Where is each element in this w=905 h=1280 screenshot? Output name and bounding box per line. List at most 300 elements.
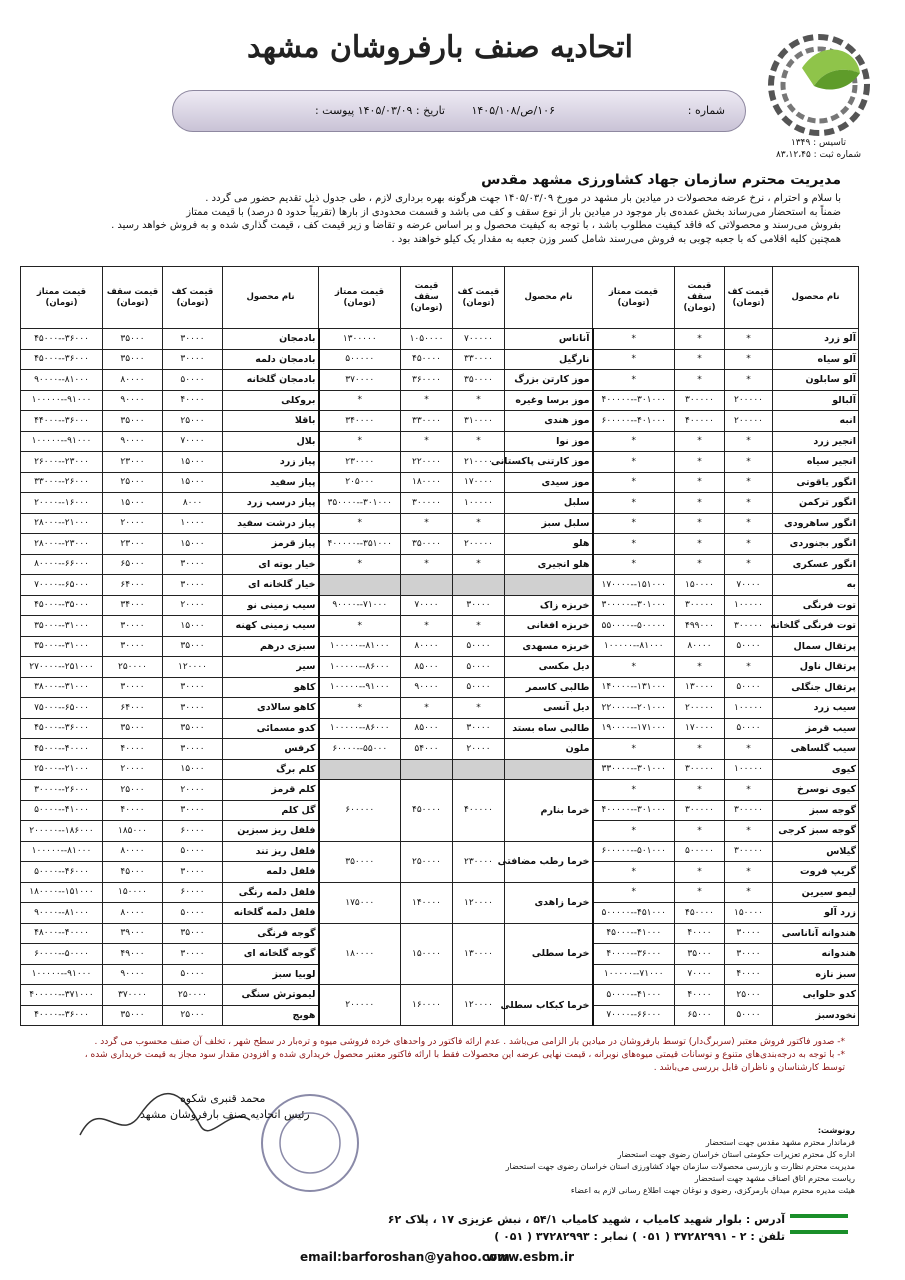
date-cell-ceiling: ۱۴۰۰۰۰ <box>401 882 453 923</box>
price-cell: ۸۵۰۰۰ <box>401 718 453 739</box>
price-cell: ۳۵۰۰۰۰ <box>401 534 453 555</box>
date-cell-ceiling: ۱۵۰۰۰۰ <box>401 923 453 985</box>
table-row <box>21 390 859 411</box>
price-cell: ۱۵۰۰۰۰ <box>725 903 773 924</box>
price-cell <box>401 575 453 596</box>
price-cell: ۳۵۰۰۰ <box>103 1005 163 1026</box>
copy-item: فرماندار محترم مشهد مقدس جهت استحضار <box>705 1138 855 1147</box>
price-cell: ۲۰۰۰۰ <box>103 759 163 780</box>
product-name-cell: نارگیل <box>505 349 593 370</box>
product-name-cell: آلو سیاه <box>773 349 859 370</box>
price-cell: ۳۰۰۰۰ <box>725 944 773 965</box>
price-cell: * <box>593 431 675 452</box>
price-cell: ۲۱۰۰۰۰ <box>453 452 505 473</box>
price-cell: ۲۱۰۰۰--۲۵۰۰۰ <box>21 759 103 780</box>
price-cell: ۱۸۶۰۰۰--۲۰۰۰۰۰ <box>21 821 103 842</box>
product-name-cell: بادمجان دلمه <box>223 349 319 370</box>
price-cell: ۲۰۰۰۰۰ <box>453 534 505 555</box>
price-cell: ۳۰۰۰۰ <box>453 718 505 739</box>
price-cell: * <box>401 513 453 534</box>
table-row <box>21 718 859 739</box>
product-name-cell: کاهو سالادی <box>223 698 319 719</box>
table-row <box>21 472 859 493</box>
price-cell: ۱۵۰۰۰ <box>103 493 163 514</box>
price-cell: ۴۹۰۰۰ <box>103 944 163 965</box>
date-cell-name: خرما زاهدی <box>505 882 593 923</box>
price-cell: ۹۱۰۰۰--۱۰۰۰۰۰ <box>21 390 103 411</box>
price-cell: ۷۱۰۰۰--۱۰۰۰۰۰ <box>593 964 675 985</box>
product-name-cell: گوجه سبز <box>773 800 859 821</box>
table-row <box>21 882 859 903</box>
price-cell: * <box>675 534 725 555</box>
table-row <box>21 985 859 1006</box>
price-cell: ۲۵۰۰۰ <box>103 780 163 801</box>
product-name-cell: هلو <box>505 534 593 555</box>
price-cell: ۴۶۰۰۰--۵۰۰۰۰ <box>21 862 103 883</box>
price-cell: ۶۰۰۰۰ <box>163 882 223 903</box>
price-cell: ۸۱۰۰۰--۱۰۰۰۰۰ <box>21 841 103 862</box>
product-name-cell: بروکلی <box>223 390 319 411</box>
paragraph: با سلام و احترام ، نرخ عرضه محصولات در میادین بار مشهد در مورخ ۱۴۰۵/۰۳/۰۹ جهت هرگونه بهره برداری لازم ، طی جدول ذیل تقدیم حضور می گردد . <box>205 193 841 204</box>
price-cell: ۲۳۰۰۰--۲۸۰۰۰ <box>21 534 103 555</box>
price-cell: ۳۱۰۰۰--۳۵۰۰۰ <box>21 616 103 637</box>
price-cell: ۳۶۰۰۰--۴۰۰۰۰ <box>593 944 675 965</box>
price-cell: ۳۰۰۰۰۰ <box>725 800 773 821</box>
address: آدرس : بلوار شهید کامیاب ، شهید کامیاب ۵۴/۱ ، نبش عزیزی ۱۷ ، پلاک ۶۲ <box>387 1213 785 1226</box>
product-name-cell: پرتقال ناول <box>773 657 859 678</box>
price-cell: ۳۰۰۰۰ <box>163 329 223 350</box>
price-cell: ۴۵۱۰۰۰--۵۰۰۰۰۰ <box>593 903 675 924</box>
price-cell: ۸۱۰۰۰--۹۰۰۰۰ <box>21 903 103 924</box>
price-cell: * <box>319 513 401 534</box>
product-name-cell: هلو انجیری <box>505 554 593 575</box>
product-name-cell: کیوی نوسرخ <box>773 780 859 801</box>
price-cell: ۸۰۰۰۰ <box>103 903 163 924</box>
price-cell: * <box>725 349 773 370</box>
price-cell: * <box>319 698 401 719</box>
price-cell: ۴۵۰۰۰۰ <box>675 903 725 924</box>
price-cell: ۴۱۰۰۰--۵۰۰۰۰ <box>593 985 675 1006</box>
date-cell-floor: ۱۳۰۰۰۰ <box>453 923 505 985</box>
table-row <box>21 739 859 760</box>
product-name-cell: گل کلم <box>223 800 319 821</box>
price-cell: * <box>675 370 725 391</box>
product-name-cell: انگور یاقوتی <box>773 472 859 493</box>
price-cell: ۷۰۰۰۰ <box>163 431 223 452</box>
paragraph: ضمناً به استحضار می‌رساند بخش عمده‌ی بار موجود در میادین بار از نوع سقف و کف می باشد و قسمت محدودی از بارها (تقریباً حدود ۵ درصد) با قیمت ممتاز <box>186 206 841 218</box>
product-name-cell: زرد آلو <box>773 903 859 924</box>
price-cell: * <box>593 554 675 575</box>
price-cell: * <box>593 739 675 760</box>
price-cell: ۲۶۰۰۰--۳۳۰۰۰ <box>21 472 103 493</box>
price-cell: ۸۰۰۰۰ <box>103 370 163 391</box>
date-cell-floor: ۴۰۰۰۰۰ <box>453 780 505 842</box>
price-cell: ۳۷۰۰۰۰ <box>103 985 163 1006</box>
price-cell: ۵۰۰۰۰ <box>163 964 223 985</box>
price-cell: ۳۶۰۰۰--۴۵۰۰۰ <box>21 349 103 370</box>
price-cell: ۱۵۰۰۰ <box>163 472 223 493</box>
price-cell: ۵۰۰۰۰ <box>163 370 223 391</box>
price-cell: ۵۰۰۰۰--۶۰۰۰۰ <box>21 944 103 965</box>
price-cell: ۳۳۰۰۰۰ <box>453 349 505 370</box>
price-cell: * <box>319 390 401 411</box>
email-link[interactable]: email:barforoshan@yahoo.com <box>300 1250 510 1264</box>
date-cell-name: خرما رطب مضافتی <box>505 841 593 882</box>
product-name-cell: باقلا <box>223 411 319 432</box>
product-name-cell: پیاز قرمز <box>223 534 319 555</box>
header-floor: قیمت کف (تومان) <box>163 267 223 329</box>
table-row <box>21 431 859 452</box>
price-cell: * <box>593 329 675 350</box>
price-cell: * <box>725 431 773 452</box>
table-row <box>21 595 859 616</box>
product-name-cell: پرتقال سمال <box>773 636 859 657</box>
price-cell: * <box>675 657 725 678</box>
price-cell: ۲۰۰۰۰۰ <box>725 390 773 411</box>
date-cell-floor: ۲۳۰۰۰۰ <box>453 841 505 882</box>
header-name: نام محصول <box>773 267 859 329</box>
product-name-cell: کدو مسمائی <box>223 718 319 739</box>
price-cell: * <box>319 431 401 452</box>
table-row <box>21 923 859 944</box>
price-cell: * <box>675 862 725 883</box>
letter-number: ۱۰۶/ص/۱۴۰۵/۱۰۸ <box>471 104 555 117</box>
price-cell: * <box>401 390 453 411</box>
price-cell: ۱۵۰۰۰۰ <box>675 575 725 596</box>
price-cell: ۸۱۰۰۰--۱۰۰۰۰۰ <box>593 636 675 657</box>
note: توسط کارشناسان و ناظران قابل بررسی می‌باشد . <box>653 1063 845 1073</box>
paragraph: همچنین کلیه اقلامی که با جعبه چوبی به فروش می‌رسند شامل کسر وزن جعبه به مقدار یک کیلو خواهند بود . <box>391 233 841 245</box>
price-cell: * <box>593 472 675 493</box>
product-name-cell: سبز نازه <box>773 964 859 985</box>
price-cell: ۲۳۰۰۰ <box>103 452 163 473</box>
product-name-cell: فلفل دلمه گلخانه <box>223 903 319 924</box>
price-cell: ۲۰۰۰۰ <box>453 739 505 760</box>
price-cell: ۶۵۰۰۰ <box>103 554 163 575</box>
price-cell: * <box>675 452 725 473</box>
product-name-cell: کلم قرمز <box>223 780 319 801</box>
price-cell: ۱۳۰۰۰۰۰ <box>319 329 401 350</box>
table-row <box>21 841 859 862</box>
price-cell: * <box>725 534 773 555</box>
price-table <box>20 266 859 1026</box>
price-cell: ۸۰۰۰۰ <box>401 636 453 657</box>
header-floor: قیمت کف (تومان) <box>453 267 505 329</box>
price-cell: ۵۰۱۰۰۰--۶۰۰۰۰۰ <box>593 841 675 862</box>
price-cell: ۲۵۱۰۰۰--۲۷۰۰۰۰ <box>21 657 103 678</box>
price-cell: ۱۵۱۰۰۰--۱۷۰۰۰۰ <box>593 575 675 596</box>
price-cell: ۱۶۰۰۰--۲۰۰۰۰ <box>21 493 103 514</box>
product-name-cell: دیل آنسی <box>505 698 593 719</box>
table-row <box>21 677 859 698</box>
price-cell: ۳۵۰۰۰ <box>103 411 163 432</box>
price-cell: ۷۱۰۰۰--۹۰۰۰۰ <box>319 595 401 616</box>
price-cell: * <box>453 390 505 411</box>
price-cell: ۳۵۰۰۰۰ <box>453 370 505 391</box>
price-cell: ۳۰۰۰۰۰ <box>675 595 725 616</box>
price-cell: ۳۰۰۰۰۰ <box>675 390 725 411</box>
product-name-cell: توت فرنگی گلخانه <box>773 616 859 637</box>
date-cell-name: خرما سطلی <box>505 923 593 985</box>
product-name-cell: انگور بجنوردی <box>773 534 859 555</box>
price-cell: ۳۳۰۰۰۰ <box>401 411 453 432</box>
price-cell: ۷۰۰۰۰ <box>401 595 453 616</box>
table-row <box>21 657 859 678</box>
product-name-cell: پرتقال جنگلی <box>773 677 859 698</box>
price-cell <box>453 575 505 596</box>
price-cell: ۱۰۰۰۰۰ <box>725 595 773 616</box>
price-cell: ۹۰۰۰۰ <box>401 677 453 698</box>
price-cell: ۵۰۰۰۰ <box>725 1005 773 1026</box>
price-cell: * <box>675 821 725 842</box>
price-cell: ۳۰۱۰۰۰--۳۰۰۰۰۰ <box>593 595 675 616</box>
copies-list <box>355 1125 855 1197</box>
price-cell: ۳۵۰۰۰--۴۵۰۰۰ <box>21 595 103 616</box>
price-cell: ۱۰۰۰۰ <box>163 513 223 534</box>
product-name-cell: گوجه گلخانه ای <box>223 944 319 965</box>
paragraph: بفروش می‌رسند و محصولاتی که فاقد کیفیت مطلوب باشد ، با توجه به کیفیت محصول و بر اساس عرضه و تقاضا و زیر قیمت کف ، قیمت گذاری شده و به فروش خواهد رسید . <box>111 220 841 231</box>
price-cell: ۱۰۵۰۰۰۰ <box>401 329 453 350</box>
price-cell: ۱۵۰۰۰ <box>163 759 223 780</box>
price-cell: * <box>725 370 773 391</box>
product-name-cell: موز کارتنی پاکستانی <box>505 452 593 473</box>
price-cell: ۴۰۰۰۰ <box>675 923 725 944</box>
price-cell: ۱۸۵۰۰۰ <box>103 821 163 842</box>
price-cell: ۲۵۰۰۰ <box>163 1005 223 1026</box>
date-cell-premium: ۲۰۰۰۰۰ <box>319 985 401 1026</box>
price-cell: ۱۳۰۰۰۰ <box>675 677 725 698</box>
signer-name: محمد قنبری شکوه <box>180 1092 266 1105</box>
table-row <box>21 759 859 780</box>
product-name-cell: کرفس <box>223 739 319 760</box>
price-cell: ۶۰۰۰۰ <box>163 821 223 842</box>
product-name-cell: لیموترش سنگی <box>223 985 319 1006</box>
price-cell: * <box>675 431 725 452</box>
price-cell: ۳۰۱۰۰۰--۴۰۰۰۰۰ <box>593 390 675 411</box>
price-cell: * <box>725 862 773 883</box>
price-cell: ۵۵۰۰۰--۶۰۰۰۰ <box>319 739 401 760</box>
price-cell: ۳۷۰۰۰۰ <box>319 370 401 391</box>
product-name-cell: خیار گلخانه ای <box>223 575 319 596</box>
price-cell: ۱۷۱۰۰۰--۱۹۰۰۰۰ <box>593 718 675 739</box>
product-name-cell: گریپ فروت <box>773 862 859 883</box>
table-row <box>21 513 859 534</box>
product-name-cell: انجیر سیاه <box>773 452 859 473</box>
price-cell: ۴۰۰۰۰ <box>675 985 725 1006</box>
price-cell: * <box>725 513 773 534</box>
established-text: تاسیس : ۱۳۴۹ <box>790 138 847 148</box>
date-cell-premium: ۳۵۰۰۰۰ <box>319 841 401 882</box>
price-cell: ۱۷۰۰۰۰ <box>675 718 725 739</box>
price-cell: * <box>453 554 505 575</box>
price-cell: ۹۰۰۰۰ <box>103 390 163 411</box>
price-cell: ۱۰۰۰۰۰ <box>725 759 773 780</box>
price-cell: ۳۰۱۰۰۰--۳۵۰۰۰۰ <box>319 493 401 514</box>
price-cell: * <box>675 493 725 514</box>
price-cell: ۶۴۰۰۰ <box>103 575 163 596</box>
footer-accent <box>790 1230 848 1234</box>
price-cell: * <box>725 821 773 842</box>
price-cell: * <box>675 882 725 903</box>
product-name-cell <box>505 759 593 780</box>
price-cell: ۵۰۰۰۰ <box>453 677 505 698</box>
price-cell: ۱۵۰۰۰ <box>163 616 223 637</box>
price-cell: ۲۵۰۰۰ <box>163 411 223 432</box>
price-cell: ۴۹۹۰۰۰ <box>675 616 725 637</box>
date-cell-name: خرما کبکاب سطلی <box>505 985 593 1026</box>
price-cell: * <box>725 780 773 801</box>
product-name-cell: خربزه مسهدی <box>505 636 593 657</box>
price-cell: * <box>593 349 675 370</box>
price-cell: * <box>319 616 401 637</box>
product-name-cell: آلو سابلون <box>773 370 859 391</box>
price-cell: ۳۶۰۰۰۰ <box>401 370 453 391</box>
price-cell: ۳۶۰۰۰--۴۴۰۰۰ <box>21 411 103 432</box>
website-link[interactable]: www.esbm.ir <box>486 1250 575 1264</box>
price-cell: ۳۰۰۰۰ <box>163 944 223 965</box>
price-cell: ۵۰۰۰۰ <box>163 841 223 862</box>
price-cell: ۵۰۰۰۰ <box>453 636 505 657</box>
price-cell: ۵۰۰۰۰۰ <box>319 349 401 370</box>
price-cell: ۴۰۰۰۰۰ <box>675 411 725 432</box>
copy-item: ریاست محترم اتاق اصناف مشهد جهت استحضار <box>694 1174 855 1183</box>
price-cell: ۹۱۰۰۰--۱۰۰۰۰۰ <box>319 677 401 698</box>
price-cell: * <box>401 554 453 575</box>
price-cell: ۴۰۰۰۰ <box>725 964 773 985</box>
price-cell: ۳۵۰۰۰ <box>103 349 163 370</box>
product-name-cell: کدو حلوایی <box>773 985 859 1006</box>
product-name-cell: فلفل ریز تند <box>223 841 319 862</box>
product-name-cell: به <box>773 575 859 596</box>
reference-bar <box>172 90 746 132</box>
date-cell-premium: ۱۸۰۰۰۰ <box>319 923 401 985</box>
price-cell: ۲۶۰۰۰--۳۰۰۰۰ <box>21 780 103 801</box>
product-name-cell: گوجه سبز کرجی <box>773 821 859 842</box>
date-cell-ceiling: ۴۵۰۰۰۰ <box>401 780 453 842</box>
price-cell: ۲۳۰۰۰۰ <box>319 452 401 473</box>
price-cell: ۳۰۰۰۰ <box>103 636 163 657</box>
price-cell: ۳۷۱۰۰۰--۴۰۰۰۰۰ <box>21 985 103 1006</box>
table-row <box>21 698 859 719</box>
price-cell: ۷۰۰۰۰ <box>725 575 773 596</box>
price-cell: ۳۰۰۰۰۰ <box>675 800 725 821</box>
header-premium: قیمت ممتاز (تومان) <box>593 267 675 329</box>
price-cell: ۲۰۰۰۰۰ <box>725 411 773 432</box>
recipient-title: مدیریت محترم سازمان جهاد کشاورزی مشهد مقدس <box>481 172 841 188</box>
copies-title: رونوشت: <box>817 1126 855 1135</box>
price-cell: ۲۰۰۰۰ <box>163 595 223 616</box>
price-cell: ۴۰۰۰۰ <box>163 390 223 411</box>
product-name-cell: ملون <box>505 739 593 760</box>
price-cell: ۳۵۰۰۰ <box>103 718 163 739</box>
price-cell: ۴۰۰۰۰--۴۸۰۰۰ <box>21 923 103 944</box>
price-cell: ۸۰۰۰۰ <box>675 636 725 657</box>
product-name-cell: فلفل ریز سبزین <box>223 821 319 842</box>
copy-item: اداره کل محترم تعزیرات حکومتی استان خراسان رضوی جهت استحضار <box>617 1150 855 1159</box>
price-cell: * <box>593 780 675 801</box>
product-name-cell: موز نوا <box>505 431 593 452</box>
price-cell: ۲۰۰۰۰ <box>163 780 223 801</box>
product-name-cell: خیار بوته ای <box>223 554 319 575</box>
product-name-cell: سیب زمینی نو <box>223 595 319 616</box>
price-cell: ۳۰۰۰۰ <box>103 616 163 637</box>
price-cell: ۸۵۰۰۰ <box>401 657 453 678</box>
price-cell: ۳۰۰۰۰۰ <box>401 493 453 514</box>
price-cell: * <box>453 698 505 719</box>
price-cell: ۳۹۰۰۰ <box>103 923 163 944</box>
price-cell: * <box>725 882 773 903</box>
header-ceiling: قیمت سقف (تومان) <box>103 267 163 329</box>
date-cell-premium: ۱۷۵۰۰۰ <box>319 882 401 923</box>
price-cell: ۳۰۰۰۰ <box>163 862 223 883</box>
date-cell-ceiling: ۲۵۰۰۰۰ <box>401 841 453 882</box>
product-name-cell: نخودسبز <box>773 1005 859 1026</box>
union-logo-icon <box>762 28 877 138</box>
price-cell: ۳۱۰۰۰--۳۵۰۰۰ <box>21 636 103 657</box>
header-name: نام محصول <box>505 267 593 329</box>
price-cell: ۴۵۰۰۰۰ <box>401 349 453 370</box>
price-cell: ۲۳۰۰۰ <box>103 534 163 555</box>
price-cell: ۶۶۰۰۰--۷۰۰۰۰ <box>593 1005 675 1026</box>
price-cell: ۱۵۰۰۰ <box>163 452 223 473</box>
price-cell: ۳۶۰۰۰--۴۵۰۰۰ <box>21 329 103 350</box>
stamp-icon <box>255 1088 365 1198</box>
price-cell: ۳۰۰۰۰ <box>103 677 163 698</box>
price-cell: ۹۱۰۰۰--۱۰۰۰۰۰ <box>21 431 103 452</box>
price-cell: ۸۰۰۰۰ <box>103 841 163 862</box>
price-cell: ۱۳۱۰۰۰--۱۴۰۰۰۰ <box>593 677 675 698</box>
price-cell: * <box>401 616 453 637</box>
price-cell: ۸۱۰۰۰--۹۰۰۰۰ <box>21 370 103 391</box>
registration-text: شماره ثبت : ۸۳،۱۲،۴۵ <box>775 150 862 160</box>
product-name-cell: بلال <box>223 431 319 452</box>
price-cell: ۵۰۰۰۰ <box>453 657 505 678</box>
price-cell: * <box>675 554 725 575</box>
price-cell: ۶۵۰۰۰ <box>675 1005 725 1026</box>
price-cell: * <box>675 780 725 801</box>
price-cell: * <box>725 554 773 575</box>
price-cell: ۳۵۰۰۰ <box>163 718 223 739</box>
price-cell: ۴۱۰۰۰--۵۰۰۰۰ <box>21 800 103 821</box>
table-row <box>21 636 859 657</box>
price-cell: ۳۰۱۰۰۰--۳۳۰۰۰۰ <box>593 759 675 780</box>
price-cell: ۴۱۰۰۰--۴۵۰۰۰ <box>593 923 675 944</box>
price-cell: ۳۰۰۰۰۰ <box>725 616 773 637</box>
product-name-cell: لیمو سیرین <box>773 882 859 903</box>
date-cell-premium: ۶۰۰۰۰۰ <box>319 780 401 842</box>
date-cell-ceiling: ۱۶۰۰۰۰ <box>401 985 453 1026</box>
product-name-cell: خربزه زاک <box>505 595 593 616</box>
letter-body <box>41 192 841 246</box>
price-cell: ۳۰۰۰۰۰ <box>675 759 725 780</box>
product-name-cell: سیب گلساهی <box>773 739 859 760</box>
price-cell: * <box>725 657 773 678</box>
product-name-cell: انگور عسکری <box>773 554 859 575</box>
price-cell: * <box>319 554 401 575</box>
price-cell: ۳۵۰۰۰ <box>103 329 163 350</box>
product-name-cell: توت فرنگی <box>773 595 859 616</box>
header-premium: قیمت ممتاز (تومان) <box>319 267 401 329</box>
table-row <box>21 554 859 575</box>
product-name-cell: کیوی <box>773 759 859 780</box>
price-cell: ۲۱۰۰۰--۲۸۰۰۰ <box>21 513 103 534</box>
table-row <box>21 349 859 370</box>
price-cell: * <box>725 739 773 760</box>
price-cell: ۳۵۰۰۰ <box>163 636 223 657</box>
product-name-cell: فلفل دلمه رنگی <box>223 882 319 903</box>
price-cell: ۵۰۰۰۰ <box>725 677 773 698</box>
price-cell: ۴۰۰۰۰ <box>103 739 163 760</box>
